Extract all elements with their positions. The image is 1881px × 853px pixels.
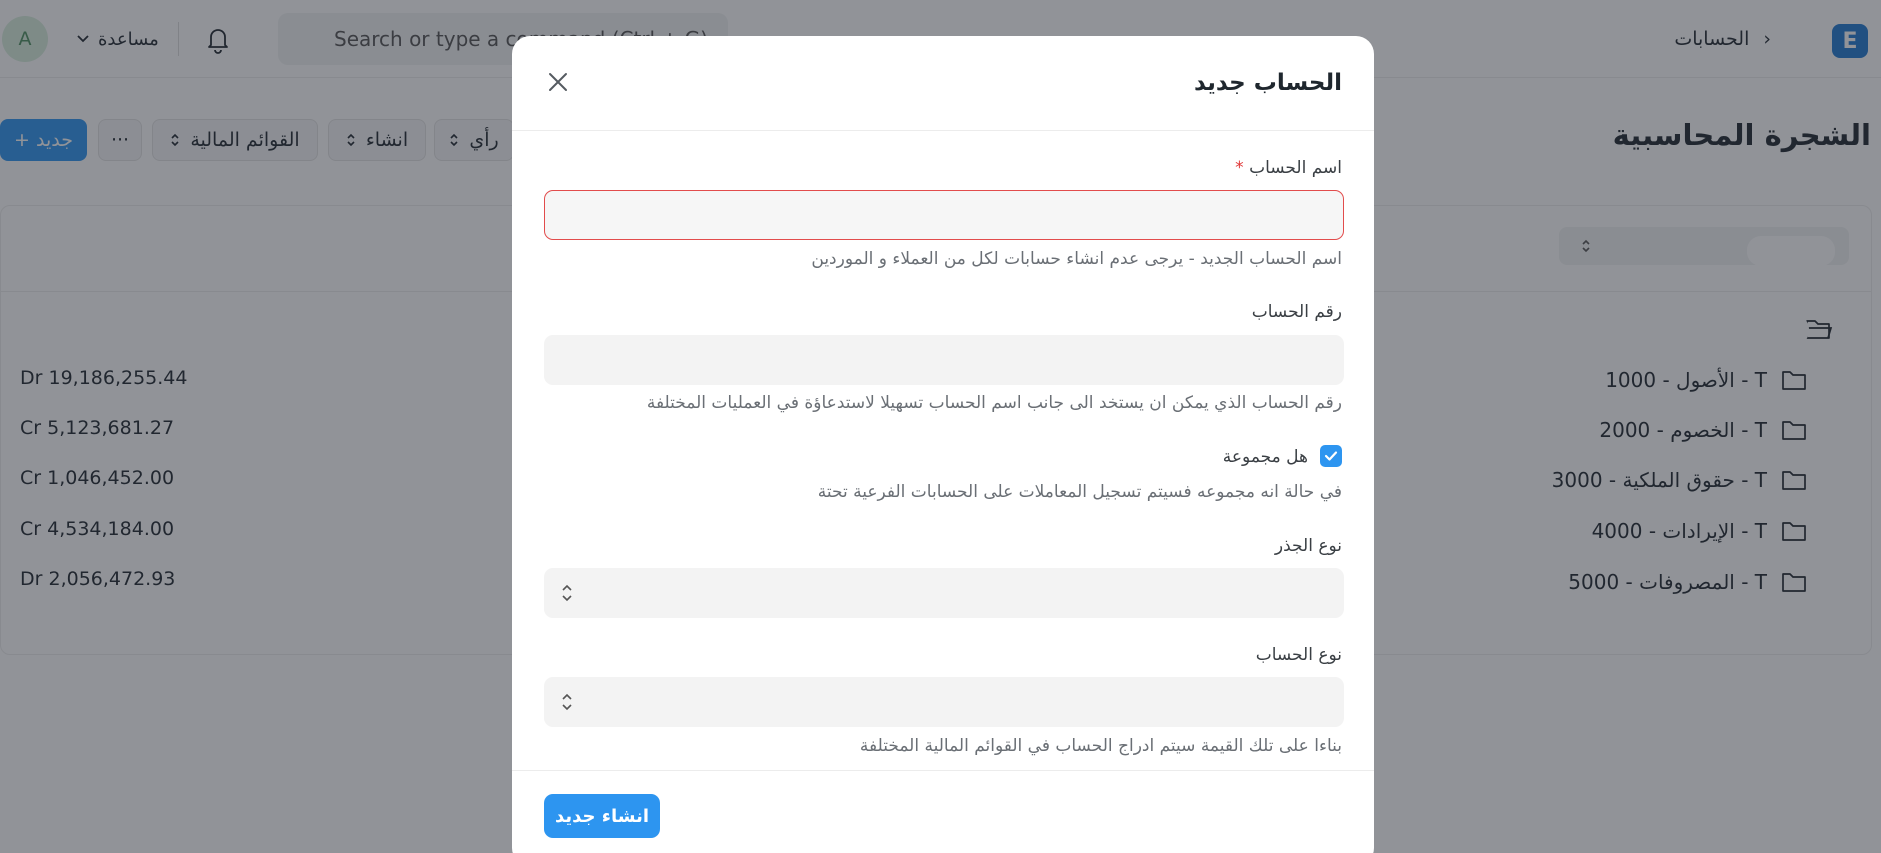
account-number-input[interactable] <box>544 335 1344 385</box>
new-account-dialog <box>512 36 1374 853</box>
account-type-help: بناءا على تلك القيمة سيتم ادراج الحساب في القوائم المالية المختلفة <box>859 736 1342 756</box>
account-number-help: رقم الحساب الذي يمكن ان يستخد الى جانب اسم الحساب تسهيلا لاستدعاؤة في العمليات المختلفة <box>646 393 1342 413</box>
is-group-checkbox[interactable] <box>1320 445 1342 467</box>
close-icon <box>544 68 572 96</box>
account-type-label: نوع الحساب <box>1255 645 1342 665</box>
create-new-button[interactable]: انشاء جديد <box>544 794 660 838</box>
sort-arrows-icon <box>560 691 574 713</box>
sort-arrows-icon <box>560 582 574 604</box>
is-group-label: هل مجموعة <box>1222 447 1308 467</box>
required-indicator: * <box>1235 158 1244 178</box>
account-name-input[interactable] <box>544 190 1344 240</box>
account-name-label: * اسم الحساب <box>1235 158 1342 178</box>
account-name-help: اسم الحساب الجديد - يرجى عدم انشاء حسابات لكل من العملاء و الموردين <box>811 249 1342 269</box>
checkmark-icon <box>1324 450 1338 462</box>
is-group-help: في حالة انه مجموعه فسيتم تسجيل المعاملات على الحسابات الفرعية تحتة <box>817 482 1342 502</box>
dialog-title: الحساب جديد <box>1193 70 1342 96</box>
root-type-select[interactable] <box>544 568 1344 618</box>
close-button[interactable] <box>544 68 572 96</box>
account-number-label: رقم الحساب <box>1251 302 1342 322</box>
dialog-footer-divider <box>512 770 1374 771</box>
root-type-label: نوع الجذر <box>1274 536 1342 556</box>
account-type-select[interactable] <box>544 677 1344 727</box>
dialog-header-divider <box>512 130 1374 131</box>
